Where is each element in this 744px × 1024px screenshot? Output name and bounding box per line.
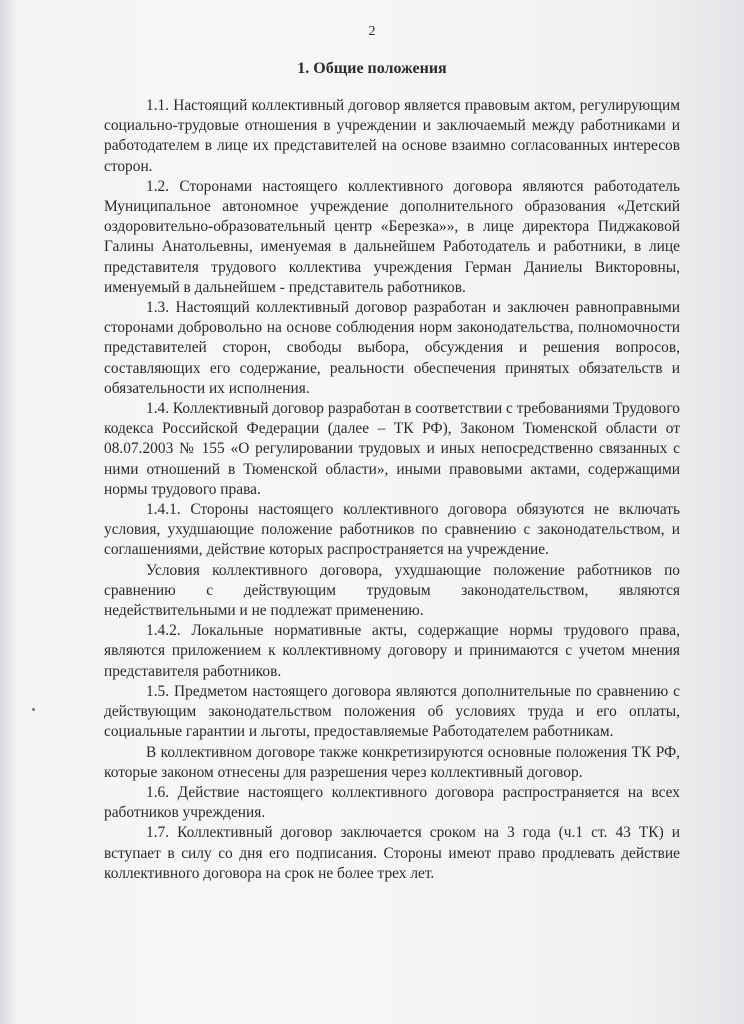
paragraph-1-3: 1.3. Настоящий коллективный договор разработан и заключен равноправными сторонами добровольно на основе соблюдения норм законодательства, полномочности представителей сторон, свободы выбора, обсуждения и решения вопросов, составляющих его содержание, реальности обеспечения принятых обязательств и обязательности их исполнения. (104, 299, 680, 397)
section-title: 1. Общие положения (297, 60, 447, 77)
paragraph-1-6: 1.6. Действие настоящего коллективного договора распространяется на всех работников учреждения. (104, 783, 680, 822)
page-number: 2 (368, 24, 376, 39)
paragraph-specification: В коллективном договоре также конкретизируются основные положения ТК РФ, которые законом отнесены для разрешения через коллективный договор. (104, 743, 680, 781)
paragraph-1-2: 1.2. Сторонами настоящего коллективного договора являются работодатель Муниципальное автономное учреждение дополнительного образования «Детский оздоровительно-образовательный центр «Березка»», в лице директора Пиджаковой Галины Анатольевны, именуемая в дальнейшем Работодатель и работники, в лице представителя трудового коллектива учреждения Герман Даниелы Викторовны, именуемый в дальнейшем - представитель работников. (104, 177, 680, 296)
paragraph-1-1: 1.1. Настоящий коллективный договор является правовым актом, регулирующим социально-трудовые отношения в учреждении и заключаемый между работниками и работодателем в лице их представителей на основе взаимно согласованных интересов сторон. (104, 97, 680, 175)
paragraph-1-7: 1.7. Коллективный договор заключается сроком на 3 года (ч.1 ст. 43 ТК) и вступает в силу со дня его подписания. Стороны имеют право продлевать действие коллективного договора на срок не более трех лет. (104, 824, 680, 882)
document-body (104, 96, 680, 884)
scan-speck (32, 708, 35, 711)
paragraph-1-4: 1.4. Коллективный договор разработан в соответствии с требованиями Трудового кодекса Российской Федерации (далее – ТК РФ), Законом Тюменской области от 08.07.2003 № 155 «О регулировании трудовых и иных непосредственно связанных с ними отношений в Тюменской области», иными правовыми актами, содержащими нормы трудового права. (104, 400, 680, 498)
paragraph-1-4-2: 1.4.2. Локальные нормативные акты, содержащие нормы трудового права, являются приложением к коллективному договору и принимаются с учетом мнения представителя работников. (104, 622, 680, 680)
paragraph-conditions: Условия коллективного договора, ухудшающие положение работников по сравнению с действующим трудовым законодательством, являются недействительными и не подлежат применению. (104, 561, 680, 620)
paragraph-1-4-1: 1.4.1. Стороны настоящего коллективного договора обязуются не включать условия, ухудшающие положение работников по сравнению с законодательством, и соглашениями, действие которых распространяется на учреждение. (104, 501, 680, 559)
paragraph-1-5: 1.5. Предметом настоящего договора являются дополнительные по сравнению с действующим законодательством положения об условиях труда и его оплаты, социальные гарантии и льготы, предоставляемые Работодателем работникам. (104, 682, 680, 741)
